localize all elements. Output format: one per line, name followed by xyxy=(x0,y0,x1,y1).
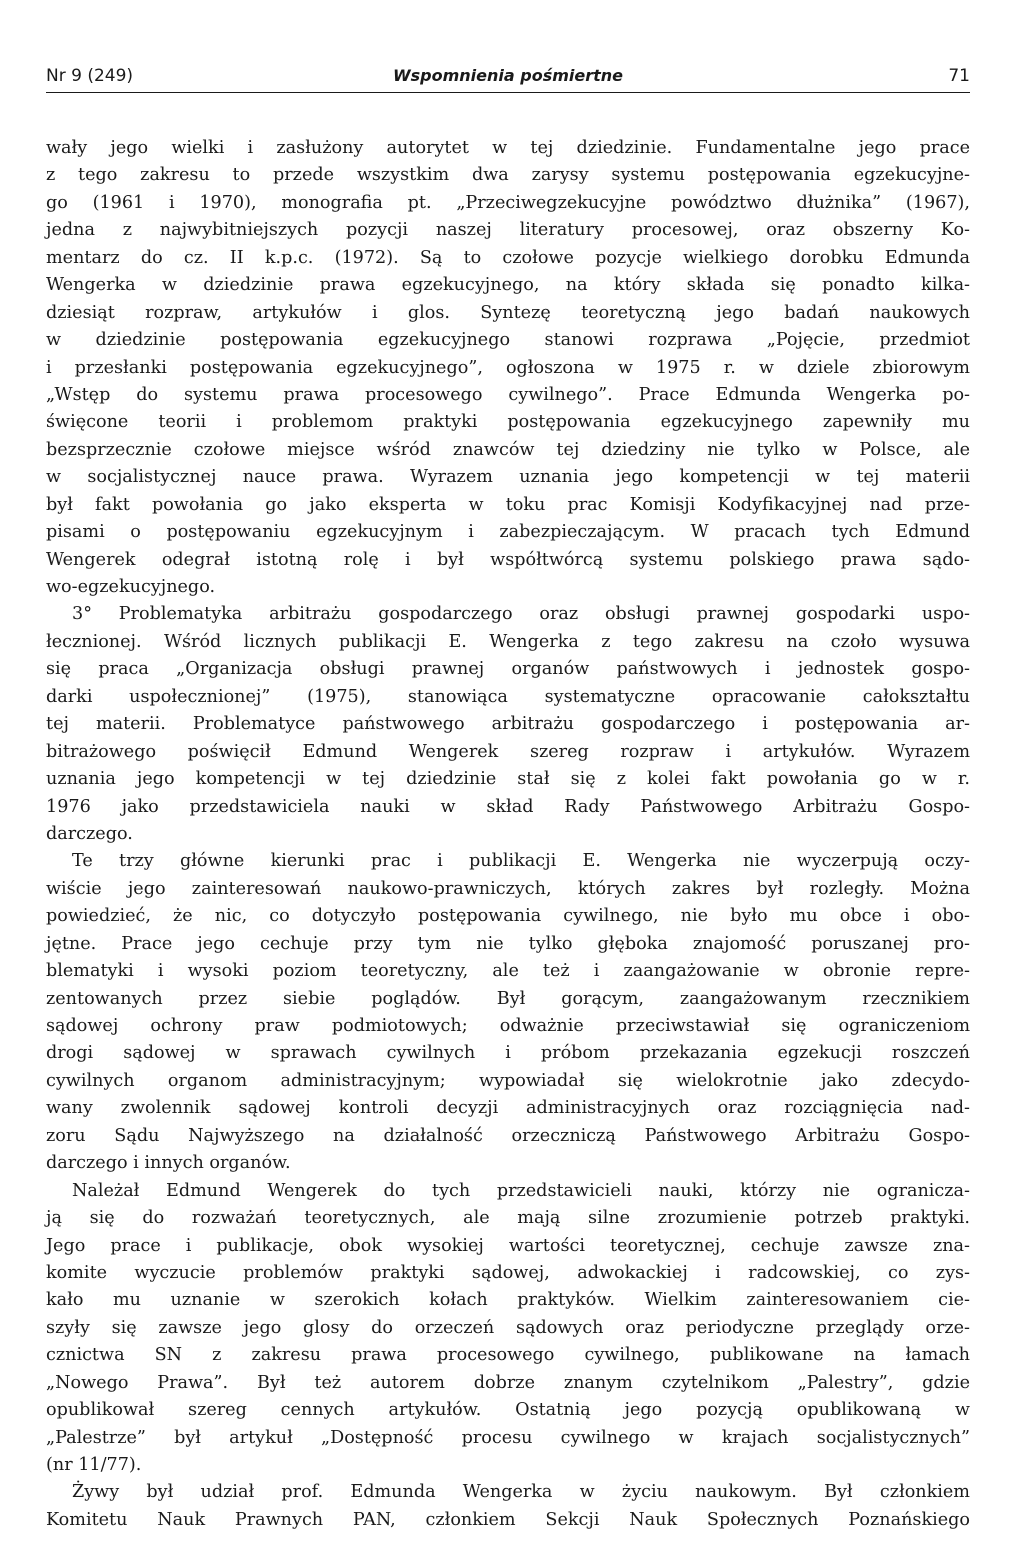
text-line: Jego prace i publikacje, obok wysokiej wartości teoretycznej, cechuje zawsze zna- xyxy=(46,1235,970,1256)
text-line: powiedzieć, że nic, co dotyczyło postępowania cywilnego, nie było mu obce i obo- xyxy=(46,906,970,927)
text-line: Należał Edmund Wengerek do tych przedstawicieli nauki, którzy nie ogranicza- xyxy=(72,1180,970,1201)
text-line: wiście jego zainteresowań naukowo-prawniczych, których zakres był rozległy. Można xyxy=(46,878,970,899)
text-line: Te trzy główne kierunki prac i publikacji E. Wengerka nie wyczerpują oczy- xyxy=(72,851,970,872)
text-line: „Nowego Prawa”. Był też autorem dobrze znanym czytelnikom „Palestry”, gdzie xyxy=(46,1372,970,1393)
text-line: cznictwa SN z zakresu prawa procesowego cywilnego, publikowane na łamach xyxy=(46,1345,970,1366)
text-line: wo-egzekucyjnego. xyxy=(46,577,216,597)
text-line: dziesiąt rozpraw, artykułów i glos. Syntezę teoretyczną jego badań naukowych xyxy=(46,302,970,323)
text-line: komite wyczucie problemów praktyki sądowej, adwokackiej i radcowskiej, co zys- xyxy=(46,1262,970,1283)
text-line: drogi sądowej w sprawach cywilnych i próbom przekazania egzekucji roszczeń xyxy=(46,1043,970,1064)
text-line: w dziedzinie postępowania egzekucyjnego stanowi rozprawa „Pojęcie, przedmiot xyxy=(46,330,970,351)
text-line: zentowanych przez siebie poglądów. Był gorącym, zaangażowanym rzecznikiem xyxy=(46,988,970,1009)
text-line: Żywy był udział prof. Edmunda Wengerka w życiu naukowym. Był członkiem xyxy=(72,1482,970,1503)
text-line: mentarz do cz. II k.p.c. (1972). Są to czołowe pozycje wielkiego dorobku Edmunda xyxy=(46,247,970,268)
text-line: „Palestrze” był artykuł „Dostępność procesu cywilnego w krajach socjalistycznych” xyxy=(46,1427,970,1448)
text-line: jętne. Prace jego cechuje przy tym nie tylko głęboka znajomość poruszanej pro- xyxy=(46,933,970,954)
text-line: szyły się zawsze jego glosy do orzeczeń sądowych oraz periodyczne przeglądy orze- xyxy=(46,1317,970,1338)
text-line: wany zwolennik sądowej kontroli decyzji administracyjnych oraz rozciągnięcia nad- xyxy=(46,1098,970,1119)
text-line: zoru Sądu Najwyższego na działalność orzeczniczą Państwowego Arbitrażu Gospo- xyxy=(46,1125,970,1146)
text-line: pisami o postępowaniu egzekucyjnym i zabezpieczającym. W pracach tych Edmund xyxy=(46,522,970,543)
text-line: bezsprzecznie czołowe miejsce wśród znawców tej dziedziny nie tylko w Polsce, ale xyxy=(46,439,970,460)
text-line: tej materii. Problematyce państwowego arbitrażu gospodarczego i postępowania ar- xyxy=(46,714,970,735)
text-line: święcone teorii i problemom praktyki postępowania egzekucyjnego zapewniły mu xyxy=(46,412,970,433)
page-number: 71 xyxy=(948,66,970,86)
text-line: sądowej ochrony praw podmiotowych; odważnie przeciwstawiał się ograniczeniom xyxy=(46,1016,970,1036)
section-title: Wspomnienia pośmiertne xyxy=(392,66,623,85)
text-line: Komitetu Nauk Prawnych PAN, członkiem Sekcji Nauk Społecznych Poznańskiego xyxy=(46,1509,970,1530)
text-line: ją się do rozważań teoretycznych, ale mają silne zrozumienie potrzeb praktyki. xyxy=(46,1208,970,1229)
text-line: w socjalistycznej nauce prawa. Wyrazem uznania jego kompetencji w tej materii xyxy=(46,467,970,488)
text-line: opublikował szereg cennych artykułów. Ostatnią jego pozycją opublikowaną w xyxy=(46,1400,970,1421)
text-line: był fakt powołania go jako eksperta w toku prac Komisji Kodyfikacyjnej nad prze- xyxy=(46,494,970,515)
text-line: (nr 11/77). xyxy=(46,1455,142,1475)
text-line: kało mu uznanie w szerokich kołach praktyków. Wielkim zainteresowaniem cie- xyxy=(46,1290,970,1311)
text-line: bitrażowego poświęcił Edmund Wengerek szereg rozpraw i artykułów. Wyrazem xyxy=(46,741,970,762)
text-line: „Wstęp do systemu prawa procesowego cywilnego”. Prace Edmunda Wengerka po- xyxy=(46,384,970,405)
text-line: uznania jego kompetencji w tej dziedzinie stał się z kolei fakt powołania go w r. xyxy=(46,769,970,790)
text-line: Wengerka w dziedzinie prawa egzekucyjnego, na który składa się ponadto kilka- xyxy=(46,275,970,296)
text-line: cywilnych organom administracyjnym; wypowiadał się wielokrotnie jako zdecydo- xyxy=(46,1070,970,1091)
text-line: łecznionej. Wśród licznych publikacji E. Wengerka z tego zakresu na czoło wysuwa xyxy=(46,631,970,652)
text-line: 3° Problematyka arbitrażu gospodarczego oraz obsługi prawnej gospodarki uspo- xyxy=(72,604,970,625)
text-line: 1976 jako przedstawiciela nauki w skład Rady Państwowego Arbitrażu Gospo- xyxy=(46,796,970,817)
text-line: Wengerek odegrał istotną rolę i był współtwórcą systemu polskiego prawa sądo- xyxy=(46,549,970,570)
text-line: się praca „Organizacja obsługi prawnej organów państwowych i jednostek gospo- xyxy=(46,659,970,680)
text-line: go (1961 i 1970), monografia pt. „Przeciwegzekucyjne powództwo dłużnika” (1967), xyxy=(46,192,970,213)
text-line: darki uspołecznionej” (1975), stanowiąca systematyczne opracowanie całokształtu xyxy=(46,686,970,707)
text-line: z tego zakresu to przede wszystkim dwa zarysy systemu postępowania egzekucyjne- xyxy=(46,165,970,186)
text-line: darczego. xyxy=(46,823,133,844)
text-line: blematyki i wysoki poziom teoretyczny, ale też i zaangażowanie w obronie repre- xyxy=(46,961,970,982)
text-line: wały jego wielki i zasłużony autorytet w tej dziedzinie. Fundamentalne jego prace xyxy=(46,138,970,158)
article-body xyxy=(46,135,970,1534)
document-page xyxy=(46,0,970,1558)
issue-number: Nr 9 (249) xyxy=(46,66,134,86)
text-line: darczego i innych organów. xyxy=(46,1153,291,1174)
text-line: jedna z najwybitniejszych pozycji naszej literatury procesowej, oraz obszerny Ko- xyxy=(46,220,970,241)
text-line: i przesłanki postępowania egzekucyjnego”, ogłoszona w 1975 r. w dziele zbiorowym xyxy=(46,357,970,378)
running-header xyxy=(46,62,970,93)
